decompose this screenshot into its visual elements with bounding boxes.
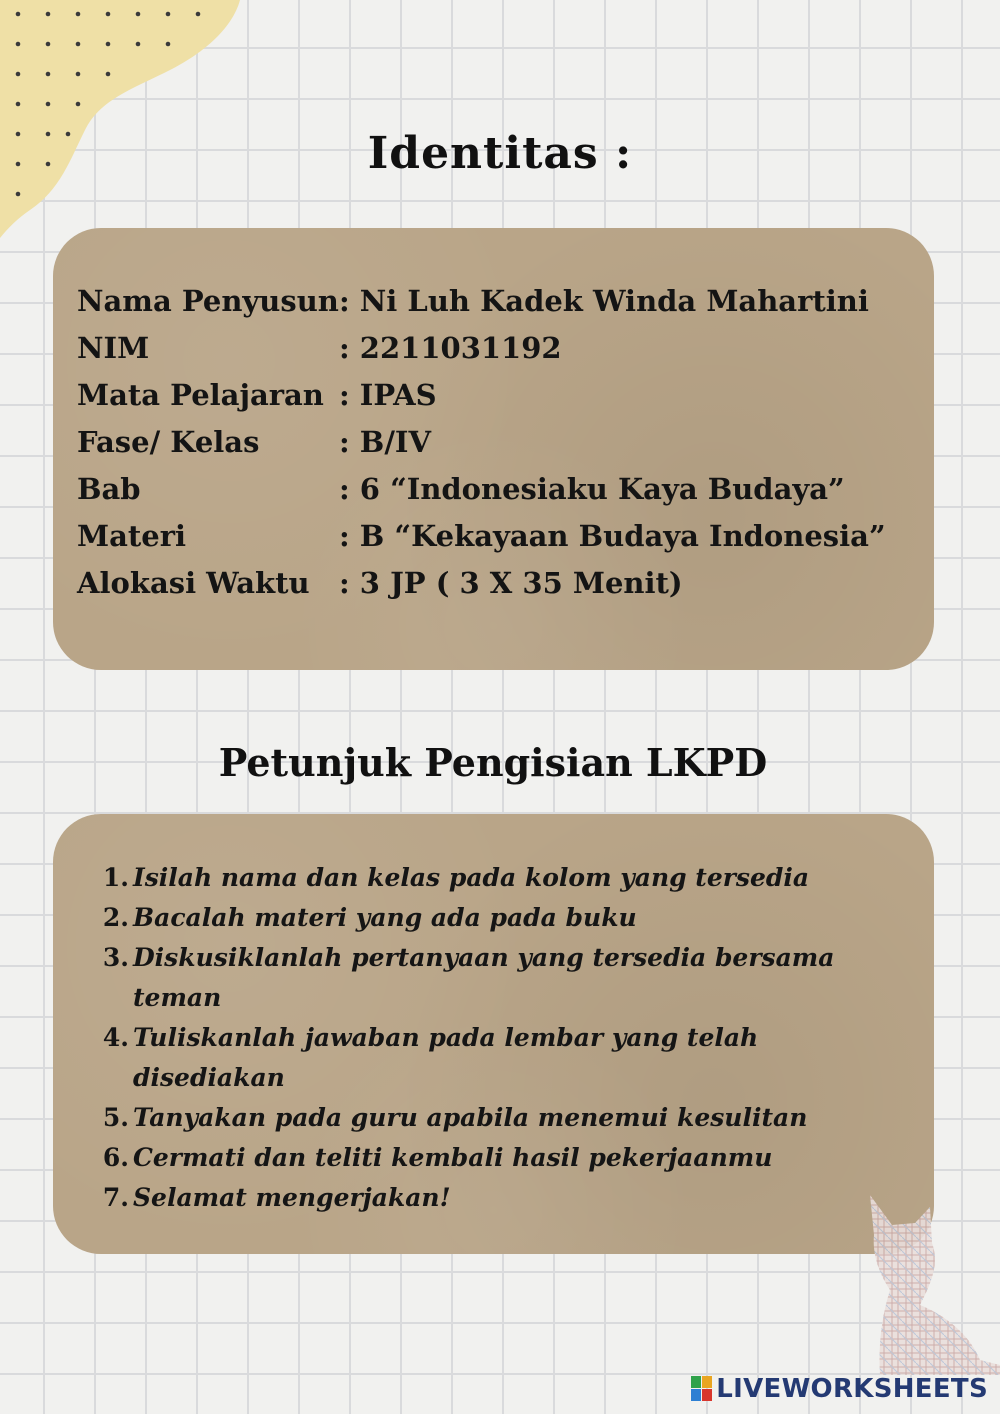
item-number: 4. xyxy=(102,1023,129,1052)
identity-label: Bab xyxy=(77,472,141,506)
liveworksheets-watermark xyxy=(691,1374,988,1404)
item-number: 5. xyxy=(102,1103,129,1132)
instructions-title: Petunjuk Pengisian LKPD xyxy=(218,740,768,785)
identity-row-material xyxy=(77,513,886,560)
cat-illustration xyxy=(860,1195,1000,1375)
identity-label: Nama Penyusun xyxy=(77,284,339,318)
item-text: Isilah nama dan kelas pada kolom yang tersedia xyxy=(133,863,810,892)
item-number: 1. xyxy=(102,863,129,892)
identity-label: NIM xyxy=(77,331,150,365)
identity-row-chapter xyxy=(77,466,886,513)
identity-value: : B “Kekayaan Budaya Indonesia” xyxy=(339,519,886,553)
identity-row-phase-class xyxy=(77,419,886,466)
item-text: Diskusiklanlah pertanyaan yang tersedia bersama teman xyxy=(133,943,835,1012)
item-text: Cermati dan teliti kembali hasil pekerjaanmu xyxy=(133,1143,773,1172)
item-number: 2. xyxy=(102,903,129,932)
identity-value: : 3 JP ( 3 X 35 Menit) xyxy=(339,566,683,600)
list-item xyxy=(93,898,853,938)
item-text: Tuliskanlah jawaban pada lembar yang telah disediakan xyxy=(133,1023,759,1092)
item-number: 6. xyxy=(102,1143,129,1172)
identity-row-nim xyxy=(77,325,886,372)
item-text: Bacalah materi yang ada pada buku xyxy=(133,903,637,932)
list-item xyxy=(93,858,853,898)
watermark-text: LIVEWORKSHEETS xyxy=(716,1374,988,1404)
item-text: Selamat mengerjakan! xyxy=(133,1183,451,1212)
identity-row-time xyxy=(77,560,886,607)
identity-row-subject xyxy=(77,372,886,419)
identity-label: Alokasi Waktu xyxy=(77,566,310,600)
liveworksheets-logo-icon xyxy=(691,1376,713,1402)
instructions-card xyxy=(53,814,934,1254)
item-number: 3. xyxy=(102,943,129,972)
identity-value: : 6 “Indonesiaku Kaya Budaya” xyxy=(339,472,845,506)
list-item xyxy=(93,1138,853,1178)
identity-value: : IPAS xyxy=(339,378,437,412)
corner-paper-decoration xyxy=(0,0,245,245)
identity-value: : 2211031192 xyxy=(339,331,562,365)
list-item xyxy=(93,1178,853,1218)
item-text: Tanyakan pada guru apabila menemui kesulitan xyxy=(133,1103,808,1132)
list-item xyxy=(93,1018,853,1098)
identity-card xyxy=(53,228,934,670)
identity-value: : B/IV xyxy=(339,425,431,459)
list-item xyxy=(93,1098,853,1138)
item-number: 7. xyxy=(102,1183,129,1212)
identity-label: Materi xyxy=(77,519,187,553)
identity-table xyxy=(77,278,886,607)
instructions-list xyxy=(93,858,853,1218)
identity-value: : Ni Luh Kadek Winda Mahartini xyxy=(339,284,869,318)
identity-title: Identitas : xyxy=(367,128,633,179)
identity-row-author xyxy=(77,278,886,325)
identity-label: Fase/ Kelas xyxy=(77,425,260,459)
identity-label: Mata Pelajaran xyxy=(77,378,324,412)
list-item xyxy=(93,938,853,1018)
